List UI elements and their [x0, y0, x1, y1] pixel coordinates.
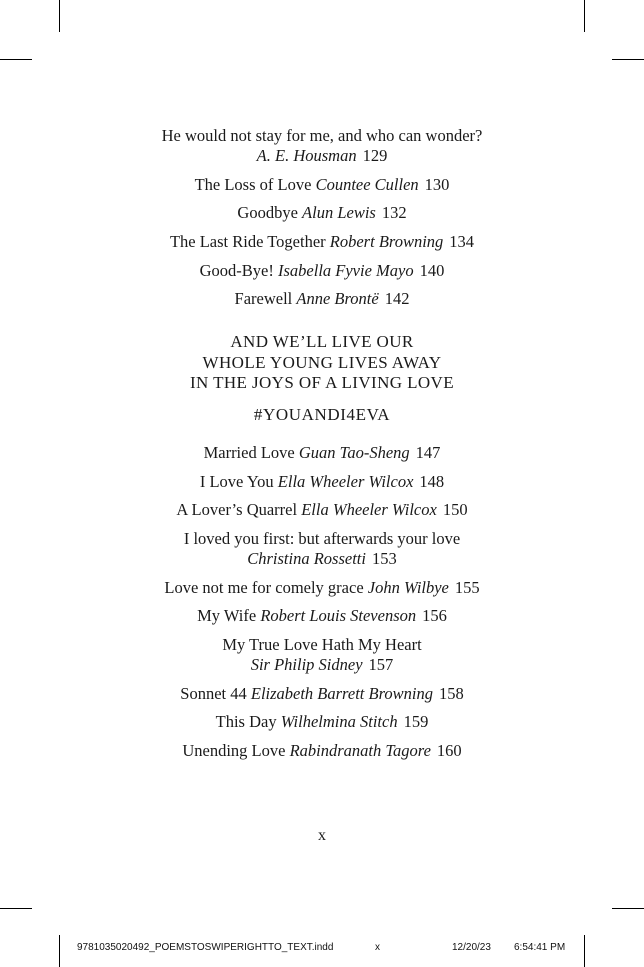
toc-entry [0, 635, 644, 675]
entry-page: 153 [371, 549, 397, 568]
entry-author: John Wilbye [367, 577, 449, 597]
toc-entry [0, 232, 644, 252]
entry-page: 134 [449, 232, 475, 252]
crop-mark-top-right [584, 0, 585, 32]
entry-page: 158 [438, 683, 464, 703]
entry-author: Christina Rossetti [247, 549, 366, 568]
section-heading-line: AND WE’LL LIVE OUR [230, 332, 414, 352]
entry-page: 147 [415, 442, 441, 462]
entry-title: A Lover’s Quarrel [176, 500, 298, 520]
entry-title: My Wife [197, 606, 257, 626]
toc-entry [0, 203, 644, 223]
section-heading [0, 332, 644, 394]
toc-entry [0, 126, 644, 166]
toc-entry [0, 606, 644, 626]
crop-mark-right-bottom [612, 908, 644, 909]
entry-author: Guan Tao-Sheng [298, 442, 410, 462]
toc-entry [0, 684, 644, 704]
entry-title: Farewell [234, 289, 293, 309]
entry-title: This Day [215, 712, 277, 732]
entry-author: Rabindranath Tagore [289, 741, 431, 761]
entry-page: 130 [424, 174, 450, 194]
crop-mark-right-top [612, 59, 644, 60]
toc-entry [0, 261, 644, 281]
entry-author: Robert Browning [329, 232, 444, 252]
entry-author: Elizabeth Barrett Browning [250, 683, 433, 703]
crop-mark-left-bottom [0, 908, 32, 909]
section-heading-line: IN THE JOYS OF A LIVING LOVE [190, 373, 454, 393]
section-hashtag: #YOUANDI4EVA [253, 404, 391, 424]
crop-mark-left-top [0, 59, 32, 60]
toc-entry [0, 741, 644, 761]
entry-page: 156 [422, 606, 447, 626]
entry-title: Married Love [203, 442, 295, 462]
entry-page: 160 [436, 741, 462, 761]
toc-entry [0, 289, 644, 309]
table-of-contents [0, 126, 644, 770]
toc-entry [0, 472, 644, 492]
entry-author: Ella Wheeler Wilcox [277, 471, 414, 491]
entry-title: I loved you first: but afterwards your love [183, 529, 461, 548]
entry-title: He would not stay for me, and who can wonder? [161, 126, 483, 145]
entry-author: Isabella Fyvie Mayo [278, 260, 414, 280]
entry-title: The Last Ride Together [169, 232, 326, 252]
toc-entry [0, 529, 644, 569]
entry-page: 129 [362, 146, 388, 165]
entry-title: My True Love Hath My Heart [222, 635, 422, 655]
toc-entry [0, 175, 644, 195]
entry-title: Good-Bye! [199, 260, 274, 280]
contents-list-top [0, 126, 644, 309]
entry-author: Sir Philip Sidney [250, 655, 363, 675]
entry-author: Robert Louis Stevenson [260, 606, 417, 626]
crop-mark-top-left [59, 0, 60, 32]
toc-entry [0, 500, 644, 520]
entry-author: Wilhelmina Stitch [280, 712, 398, 732]
entry-page: 155 [454, 577, 480, 597]
entry-title: Sonnet 44 [180, 683, 247, 703]
contents-list-bottom [0, 443, 644, 761]
entry-title: Unending Love [182, 741, 286, 761]
entry-page: 140 [419, 260, 445, 280]
entry-author: Countee Cullen [315, 174, 419, 194]
slug-page: x [375, 942, 380, 953]
entry-title: I Love You [199, 471, 274, 491]
entry-page: 148 [419, 471, 445, 491]
toc-entry [0, 578, 644, 598]
entry-title: The Loss of Love [194, 174, 312, 194]
slug-time: 6:54:41 PM [514, 942, 566, 953]
section-heading-line: WHOLE YOUNG LIVES AWAY [202, 352, 442, 372]
entry-author: Ella Wheeler Wilcox [301, 500, 437, 520]
entry-title: Goodbye [237, 203, 298, 223]
entry-page: 142 [384, 289, 410, 309]
entry-page: 132 [381, 203, 407, 223]
crop-mark-bottom-right [584, 935, 585, 967]
entry-page: 159 [403, 712, 429, 732]
slug-date: 12/20/23 [452, 942, 491, 953]
page-number: x [318, 827, 326, 844]
entry-title: Love not me for comely grace [164, 577, 364, 597]
crop-mark-bottom-left [59, 935, 60, 967]
toc-entry [0, 712, 644, 732]
entry-page: 150 [442, 500, 468, 520]
entry-page: 157 [368, 655, 394, 675]
slug-filename: 9781035020492_POEMSTOSWIPERIGHTTO_TEXT.indd [77, 942, 334, 953]
entry-author: Anne Brontë [296, 289, 379, 309]
toc-entry [0, 443, 644, 463]
entry-author: Alun Lewis [302, 203, 376, 223]
entry-author: A. E. Housman [256, 146, 357, 165]
